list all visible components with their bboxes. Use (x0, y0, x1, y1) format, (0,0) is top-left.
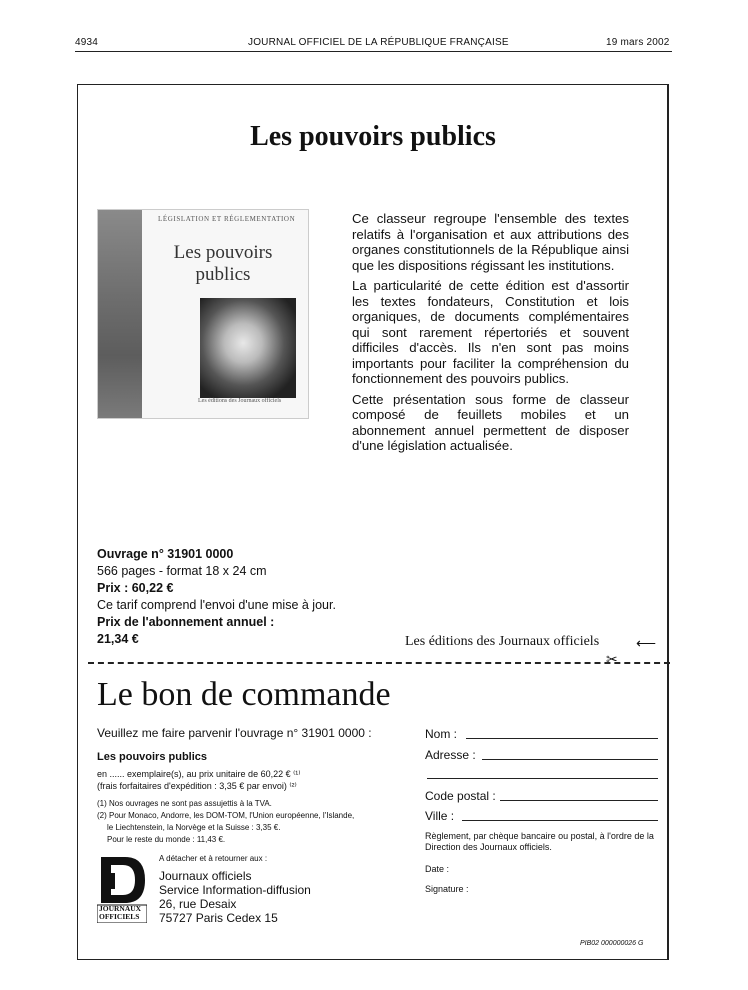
description-paragraph: Ce classeur regroupe l'ensemble des textes relatifs à l'organisation et aux attributions des organes constitutionnels de la République ainsi que les dispositions régissant les institutions. (352, 211, 629, 273)
address-line: 26, rue Desaix (159, 897, 237, 911)
logo-text-1: JOURNAUX (99, 904, 142, 913)
logo-text-2: OFFICIELS (99, 912, 140, 921)
editions-label: Les éditions des Journaux officiels (405, 634, 600, 649)
adresse-field[interactable] (482, 759, 658, 760)
description (352, 211, 629, 459)
order-product: Les pouvoirs publics (97, 751, 208, 763)
shipping-line: (frais forfaitaires d'expédition : 3,35 € par envoi) ⁽²⁾ (97, 781, 297, 791)
cover-top-line: LÉGISLATION ET RÉGLEMENTATION (158, 215, 296, 223)
nom-field[interactable] (466, 738, 658, 739)
header-rule (75, 51, 672, 52)
footnote-2a: (2) Pour Monaco, Andorre, les DOM-TOM, l'Union européenne, l'Islande, (97, 811, 355, 820)
date-label: Date : (425, 864, 450, 874)
page-number: 4934 (75, 37, 99, 48)
journaux-officiels-logo (97, 855, 147, 923)
cut-line (88, 662, 670, 664)
subscription-label: Prix de l'abonnement annuel : (97, 615, 275, 629)
footnote-1: (1) Nos ouvrages ne sont pas assujettis à la TVA. (97, 799, 272, 808)
ville-label: Ville : (425, 809, 455, 823)
header-date: 19 mars 2002 (606, 37, 670, 48)
address-line: 75727 Paris Cedex 15 (159, 911, 278, 925)
cover-photo (200, 298, 296, 398)
quantity-line: en ...... exemplaire(s), au prix unitaire de 60,22 € ⁽¹⁾ (97, 769, 301, 779)
page-title: Les pouvoirs publics (250, 121, 496, 152)
book-cover (97, 209, 309, 419)
order-form-title: Le bon de commande (97, 676, 391, 713)
nom-label: Nom : (425, 727, 458, 741)
ouvrage-number: Ouvrage n° 31901 0000 (97, 547, 234, 561)
code-postal-field[interactable] (500, 800, 658, 801)
cover-title (158, 242, 288, 286)
adresse-label: Adresse : (425, 748, 476, 762)
address-line: Journaux officiels (159, 869, 252, 883)
pages-format: 566 pages - format 18 x 24 cm (97, 564, 267, 578)
cover-spine (98, 210, 142, 418)
reference-code: PIB02 000000026 G (580, 940, 644, 947)
footnote-2b: le Liechtenstein, la Norvège et la Suisse : 3,35 €. (107, 823, 281, 832)
code-postal-label: Code postal : (425, 789, 496, 803)
footnote-2c: Pour le reste du monde : 11,43 €. (107, 835, 226, 844)
arrow-left-icon: ⟵ (636, 635, 657, 651)
description-paragraph: Cette présentation sous forme de classeur composé de feuillets mobiles et un abonnement annuel permettent de disposer d'une législation actualisée. (352, 391, 629, 453)
subscription-price: 21,34 € (97, 632, 139, 646)
detach-instruction: A détacher et à retourner aux : (159, 854, 268, 863)
ville-field[interactable] (462, 820, 658, 821)
adresse-field-2[interactable] (427, 778, 658, 779)
cover-footer: Les éditions des Journaux officiels (198, 398, 282, 404)
description-paragraph: La particularité de cette édition est d'assortir les textes fondateurs, Constitution et lois organiques, de documents complémentaires qui sont rarement répertoriés et souvent difficiles d'accès. Ils n'en sont pas moins importants pour faciliter la compréhension du fonctionnement des pouvoirs publics. (352, 278, 629, 386)
return-address (159, 869, 311, 925)
reglement-note: Règlement, par chèque bancaire ou postal, à l'ordre de la Direction des Journaux officiels. (425, 831, 654, 852)
signature-label: Signature : (425, 884, 469, 894)
address-line: Service Information-diffusion (159, 883, 311, 897)
cover-title-line1: Les pouvoirs (173, 242, 273, 263)
cover-title-line2: publics (195, 264, 251, 285)
price-note: Ce tarif comprend l'envoi d'une mise à jour. (97, 598, 336, 612)
journal-title: JOURNAL OFFICIEL DE LA RÉPUBLIQUE FRANÇAISE (248, 37, 509, 48)
price: Prix : 60,22 € (97, 581, 174, 595)
order-intro: Veuillez me faire parvenir l'ouvrage n° 31901 0000 : (97, 726, 372, 740)
scissors-icon: ✂ (606, 651, 618, 667)
product-info (97, 546, 336, 648)
